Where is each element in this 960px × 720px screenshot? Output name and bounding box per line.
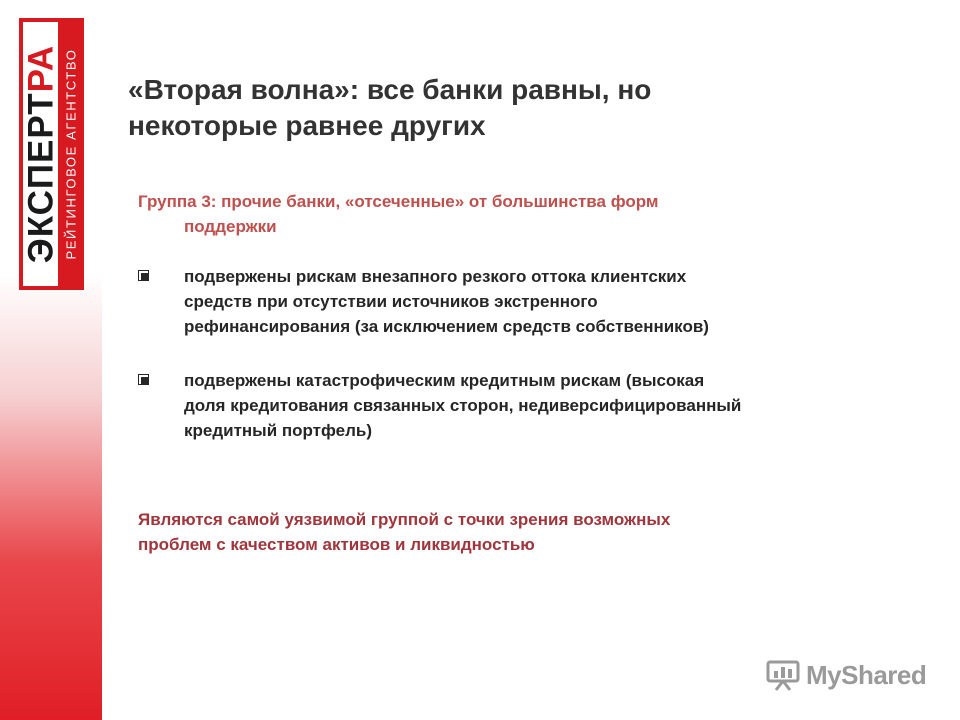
conclusion-line-2: проблем с качеством активов и ликвидностью [138,535,535,554]
bullet-line: доля кредитования связанных сторон, недиверсифицированный [184,396,742,415]
bullet-item [138,264,888,339]
logo-main-text: ЭКСПЕРТ [21,92,60,264]
checkbox-bullet-icon [138,374,149,385]
bullet-line: кредитный портфель) [184,421,373,440]
logo-sub-band [61,22,81,286]
bullet-line: подвержены катастрофическим кредитным рискам (высокая [184,371,705,390]
slide-title-line-1: «Вторая волна»: все банки равны, но [128,74,652,105]
group-heading [138,189,838,239]
logo-sub-text: РЕЙТИНГОВОЕ АГЕНТСТВО [63,48,79,260]
expert-ra-logo [19,18,84,290]
slide-title-line-2: некоторые равнее других [128,110,486,141]
logo-main-band [23,22,58,286]
bullet-line: рефинансирования (за исключением средств собственников) [184,317,709,336]
conclusion-text [138,507,838,557]
myshared-watermark[interactable] [766,655,926,695]
slide-title [128,72,888,144]
logo-main-accent: РА [21,44,60,93]
watermark-text: MyShared [806,659,927,690]
group-heading-line-1: Группа 3: прочие банки, «отсеченные» от большинства форм [138,192,659,211]
conclusion-line-1: Являются самой уязвимой группой с точки зрения возможных [138,510,671,529]
presentation-board-icon [766,659,800,691]
group-heading-line-2: поддержки [184,217,277,236]
checkbox-bullet-icon [138,270,149,281]
bullet-item [138,368,888,443]
bullet-line: подвержены рискам внезапного резкого оттока клиентских [184,267,687,286]
bullet-line: средств при отсутствии источников экстренного [184,292,598,311]
